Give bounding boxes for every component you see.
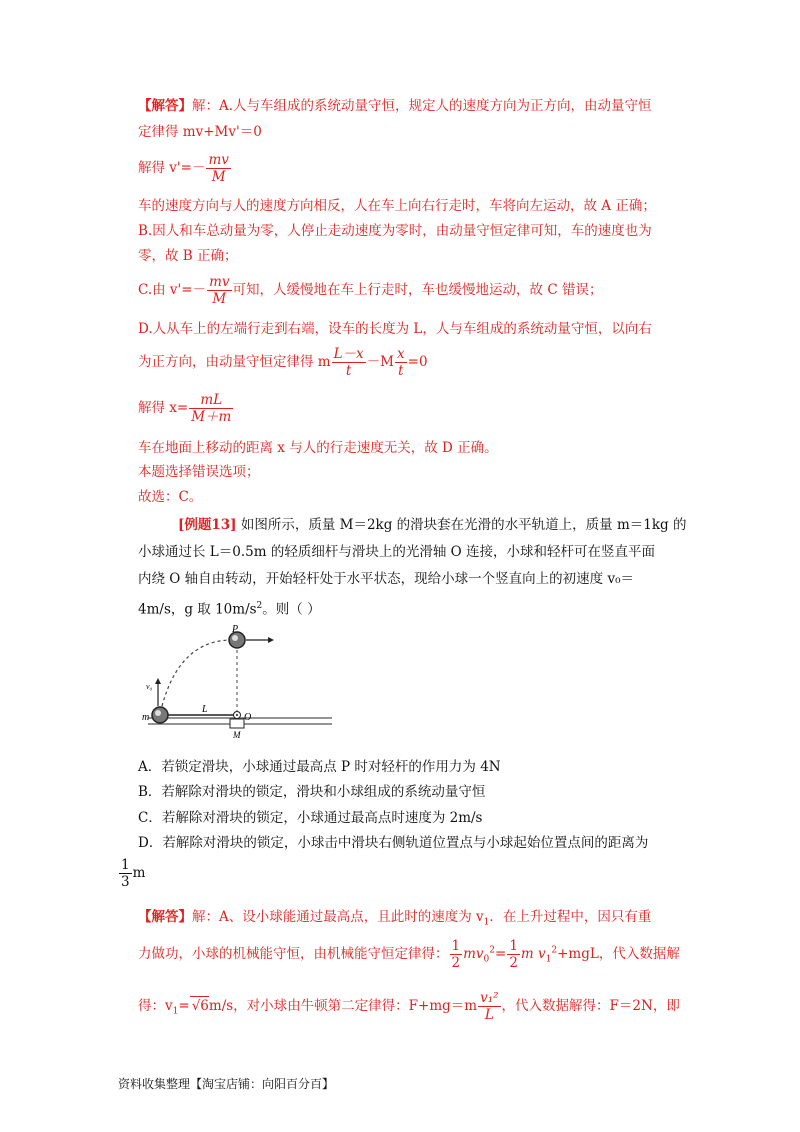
solution1-line13: 故选：C。 [138, 489, 203, 505]
sqrt-symbol: √6 [191, 998, 209, 1014]
example-line4: 4m/s，g 取 $10m/s^2$。则（ ） [138, 601, 321, 618]
axle-dot [236, 714, 238, 716]
label-l: L [202, 704, 208, 715]
physics-figure [140, 620, 340, 750]
fraction: $\frac{x}{t}$ [397, 346, 405, 379]
example-line2: 小球通过长 L＝0.5m 的轻质细杆与滑块上的光滑轴 O 连接，小球和轻杆可在竖直平面 [138, 544, 655, 560]
option-a: A．若锁定滑块，小球通过最高点 P 时对轻杆的作用力为 4N [138, 759, 501, 775]
example-label: [例题13] [178, 517, 237, 533]
arrow-head-icon [268, 637, 274, 643]
fraction: $\frac{1}{3}$ [121, 857, 130, 890]
label-o: O [244, 712, 252, 723]
solution1-line9: 为正方向，由动量守恒定律得 m $\frac{L-x}{t}$ －M $\frac{x}{t}$ =0 [138, 346, 428, 379]
solution2-line1: 【解答】解：A、设小球能通过最高点，且此时的速度为 $v_1$．在上升过程中，因只有重 [138, 909, 652, 928]
option-b: B．若解除对滑块的锁定，滑块和小球组成的系统动量守恒 [138, 784, 486, 800]
solution1-line3: 解得 v'=－ $\frac{mv}{M}$ [138, 152, 229, 185]
fraction: $\frac{mv}{M}$ [209, 274, 230, 307]
fraction: $\frac{1}{2}$ [509, 938, 518, 971]
solution2-line2: 力做功，小球的机械能守恒，由机械能守恒定律得： $\frac{1}{2}$ $mv_0^2=$ $\frac{1}{2}$ m $v_1^2+mgL$，代入数据解 [138, 938, 680, 971]
fraction: $\frac{1}{2}$ [451, 938, 461, 971]
example-line3: 内绕 O 轴自由转动，开始轻杆处于水平状态，现给小球一个竖直向上的初速度 v₀＝ [138, 571, 634, 587]
solution1-line6: 零，故 B 正确； [138, 248, 238, 264]
solution1-line2: 定律得 mv+Mv'＝0 [138, 124, 262, 140]
solution1-line7: C.由 v'=－ $\frac{mv}{M}$ 可知，人缓慢地在车上行走时，车也缓慢地运动，故 C 错误； [138, 274, 603, 307]
solution1-line12: 本题选择错误选项； [138, 464, 260, 480]
solution1-line11: 车在地面上移动的距离 x 与人的行走速度无关，故 D 正确。 [138, 440, 498, 456]
option-c: C．若解除对滑块的锁定，小球通过最高点时速度为 2m/s [138, 810, 483, 826]
fraction: $\frac{mL}{M+m}$ [191, 392, 232, 425]
ball-top-highlight [232, 635, 238, 641]
answer-label: 【解答】 [138, 98, 192, 114]
example-line1: [例题13] 如图所示，质量 M＝2kg 的滑块套在光滑的水平轨道上，质量 m＝1kg 的 [178, 517, 687, 533]
answer-label: 【解答】 [138, 909, 192, 925]
solution1-line4: 车的速度方向与人的速度方向相反，人在车上向右行走时，车将向左运动，故 A 正确； [138, 198, 656, 214]
label-m: m [142, 712, 150, 723]
ball-start-highlight [155, 710, 161, 716]
solution2-line3: 得：$v_1= √6m/s$，对小球由牛顿第二定律得：F+mg＝m $\frac{\text{v₁²}}{L}$ ，代入数据解得：F＝2N，即 [138, 990, 680, 1023]
slider-block [230, 719, 244, 728]
label-big-m: M [233, 730, 241, 740]
solution1-line1: 【解答】解：A.人与车组成的系统动量守恒，规定人的速度方向为正方向，由动量守恒 [138, 98, 652, 114]
solution1-line8: D.人从车上的左端行走到右端，设车的长度为 L，人与车组成的系统动量守恒，以向右 [138, 321, 652, 337]
option-d: D．若解除对滑块的锁定，小球击中滑块右侧轨道位置点与小球起始位置点间的距离为 [138, 835, 649, 851]
footer-note: 资料收集整理【淘宝店铺：向阳百分百】 [118, 1077, 335, 1091]
label-v0: v₀ [146, 682, 153, 691]
trajectory-arc [162, 640, 232, 706]
fraction: $\frac{\text{v₁²}}{L}$ [480, 990, 499, 1023]
fraction: $\frac{mv}{M}$ [208, 152, 229, 185]
option-d-cont: $\frac{1}{3}$ m [121, 857, 146, 890]
solution1-line10: 解得 x= $\frac{mL}{M+m}$ [138, 392, 232, 425]
fraction: $\frac{L-x}{t}$ [333, 346, 364, 379]
up-arrow-icon [155, 678, 161, 684]
label-p: P [232, 624, 239, 635]
solution1-line5: B.因人和车总动量为零，人停止走动速度为零时，由动量守恒定律可知，车的速度也为 [138, 223, 652, 239]
